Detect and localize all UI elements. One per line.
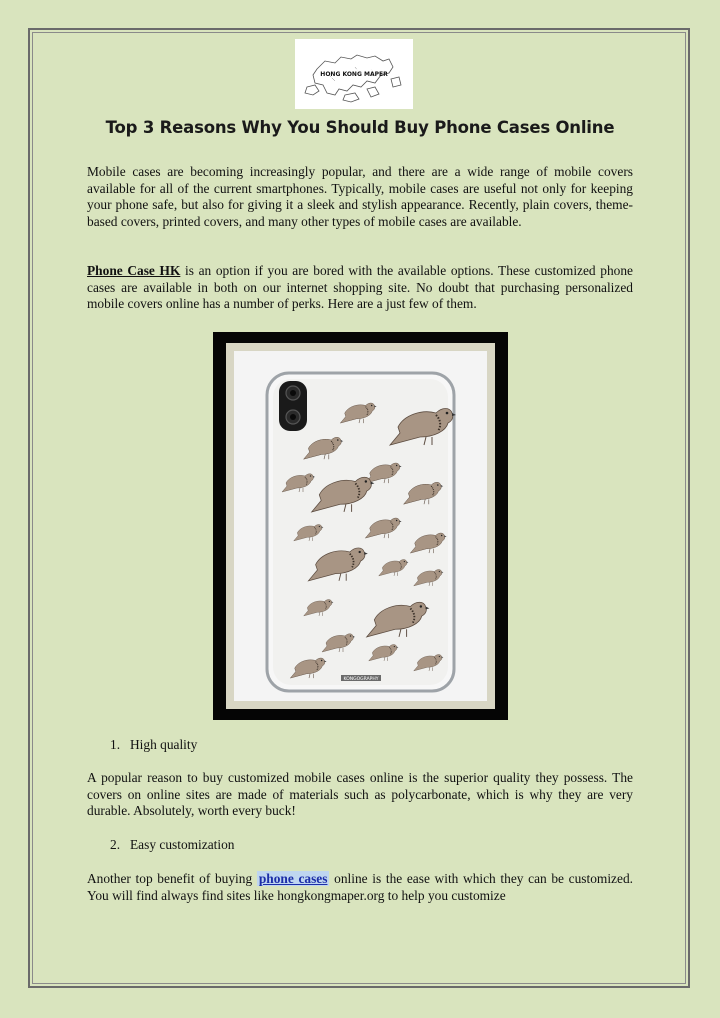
paragraph-text: is an option if you are bored with the available options. These customized phone cases are available in both on our internet shopping site. No doubt that purchasing personalized mobile covers online has a number of perks. Here are a just few of them. [87, 263, 633, 312]
list-label: Easy customization [130, 837, 235, 852]
phone-case-photo [213, 332, 508, 720]
hong-kong-map-icon [295, 39, 413, 109]
phone-case-hk-paragraph [87, 263, 633, 313]
list-number: 2. [110, 837, 121, 852]
customization-paragraph [87, 871, 633, 904]
page-title: Top 3 Reasons Why You Should Buy Phone Cases Online [105, 118, 615, 137]
site-logo [295, 39, 413, 109]
paragraph-text: Another top benefit of buying [87, 871, 257, 886]
case-brand-label: KONGOGRAPHY [343, 677, 379, 682]
list-item-high-quality [110, 737, 197, 753]
list-item-easy-customization [110, 837, 235, 853]
high-quality-paragraph: A popular reason to buy customized mobile cases online is the superior quality they possess. The covers on online sites are made of materials such as polycarbonate, which is why they are very durable. Absolutely, worth every buck! [87, 770, 633, 819]
list-number: 1. [110, 737, 121, 752]
phone-case-hk-link[interactable]: Phone Case HK [87, 263, 181, 278]
list-label: High quality [130, 737, 198, 752]
logo-text: HONG KONG MAPER [320, 71, 388, 78]
phone-cases-link[interactable]: phone cases [258, 871, 328, 886]
paragraph-text: online is the ease with which they can be customized. You will find always find sites like hongkongmaper.org to help you customize [87, 871, 633, 903]
intro-paragraph: Mobile cases are becoming increasingly popular, and there are a wide range of mobile covers available for all of the current smartphones. Typically, mobile cases are useful not only for keeping your phone safe, but also for giving it a sleek and stylish appearance. Recently, plain covers, theme-based covers, printed covers, and many other types of mobile cases are available. [87, 164, 633, 229]
bird-print-phone-case-image [234, 351, 487, 701]
